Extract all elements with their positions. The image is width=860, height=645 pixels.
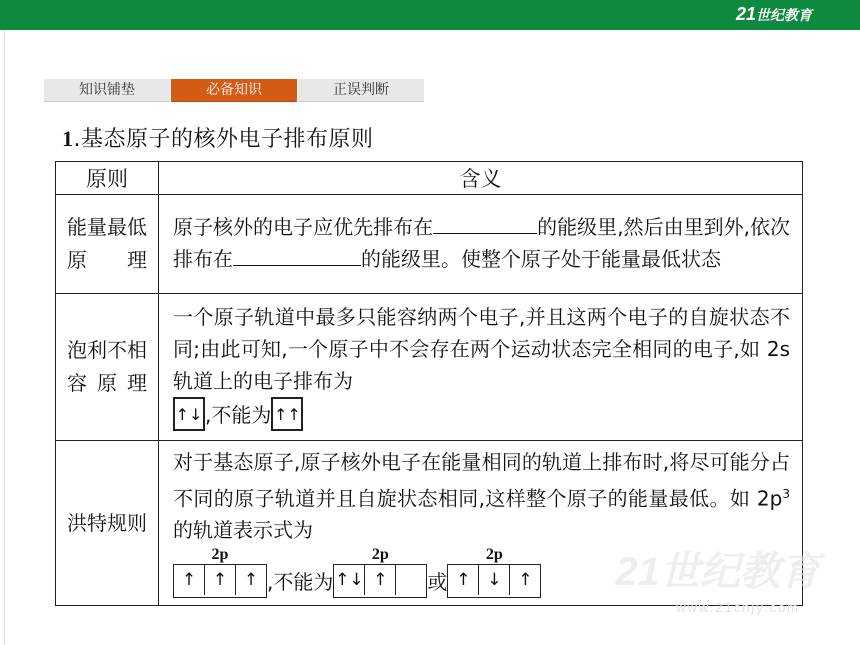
fill-blank[interactable] [433,211,537,234]
section-title: .基态原子的核外电子排布原则 [73,127,374,152]
table-header-row [56,162,803,195]
orbital-box-wrong: ↑↑ [271,397,303,431]
tab-knowledge-foundation[interactable]: 知识铺垫 [44,79,170,102]
tab-essential-knowledge[interactable]: 必备知识 [171,79,297,102]
tab-true-false[interactable]: 正误判断 [298,79,424,102]
section-number: 1 [62,126,74,151]
meaning-cell: 原子核外的电子应优先排布在 的能级里,然后由里到外,依次排布在 的能级里。使整个原子处于能量最低状态 [159,195,803,294]
meaning-cell: 对于基态原子,原子核外电子在能量相同的轨道上排布时,将尽可能分占不同的原子轨道并且自旋状态相同,这样整个原子的能量最低。如 $2p^3$ 的轨道表示式为 2p ↑ ↑ ↑ ,不能为 2p ↑↓ ↑ 或 2p ↑ ↓ ↑ [159,441,803,606]
watermark-logo: 21世纪教育 [615,550,820,594]
fill-blank[interactable] [233,243,361,266]
tab-bar [44,79,425,102]
orbital-box-correct: ↑↓ [173,397,205,431]
section-heading [62,122,374,153]
principle-label: 洪特规则 [67,510,147,535]
orbital-diagram-wrong-1: 2p ↑↓ ↑ [333,546,427,598]
principle-label: 泡利不相容原理 [67,338,147,395]
header-principle: 原则 [56,162,159,195]
site-logo: 21世纪教育 [735,4,812,24]
top-banner [0,0,860,30]
table-row [56,195,803,294]
principle-label: 能量最低原理 [67,215,147,272]
left-divider [4,30,5,645]
meaning-cell: 一个原子轨道中最多只能容纳两个电子,并且这两个电子的自旋状态不同;由此可知,一个原子中不会存在两个运动状态完全相同的电子,如 2s 轨道上的电子排布为 ↑↓ ,不能为 ↑↑ [159,294,803,441]
orbital-diagram-wrong-2: 2p ↑ ↓ ↑ [447,546,541,598]
watermark-url: www.21cnjy.com [676,600,800,615]
table-row [56,294,803,441]
orbital-diagram-correct: 2p ↑ ↑ ↑ [173,546,267,598]
header-meaning: 含义 [159,162,803,195]
